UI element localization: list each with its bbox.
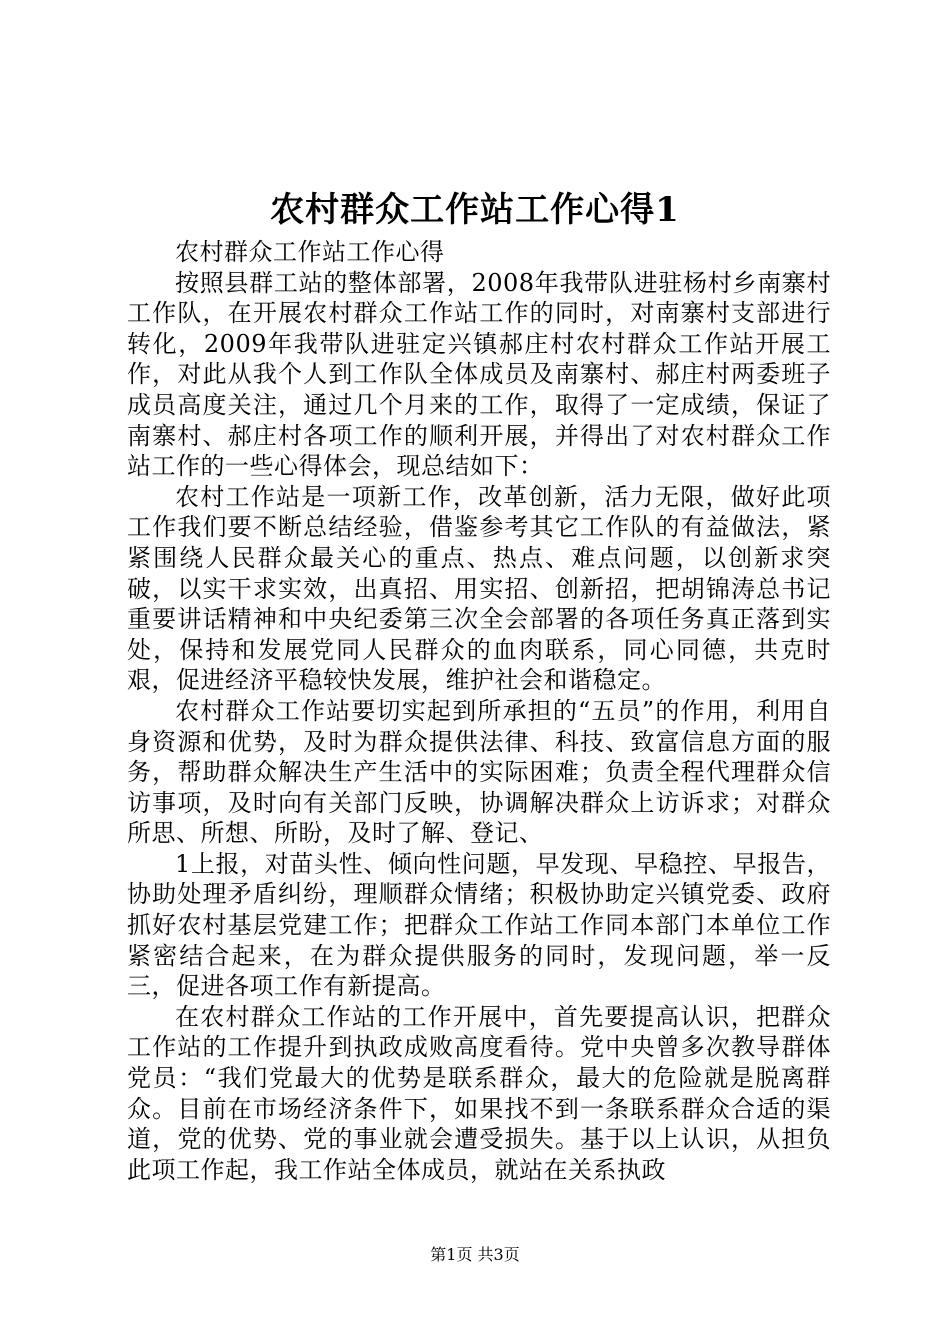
page-footer: 第1页 共3页 (430, 1245, 520, 1264)
paragraph: 1上报，对苗头性、倾向性问题，早发现、早稳控、早报告，协助处理矛盾纠纷，理顺群众情绪；积极协助定兴镇党委、政府抓好农村基层党建工作；把群众工作站工作同本部门本单位工作紧密结合起来，在为群众提供服务的同时，发现问题，举一反三，促进各项工作有新提高。 (127, 849, 831, 1001)
document-title: 农村群众工作站工作心得1 (270, 190, 680, 230)
paragraph: 在农村群众工作站的工作开展中，首先要提高认识，把群众工作站的工作提升到执政成败高度看待。党中央曾多次教导群体党员：“我们党最大的优势是联系群众，最大的危险就是脱离群众。目前在市场经济条件下，如果找不到一条联系群众合适的渠道，党的优势、党的事业就会遭受损失。基于以上认识，从担负此项工作起，我工作站全体成员，就站在关系执政 (127, 1002, 831, 1184)
paragraph: 农村工作站是一项新工作，改革创新，活力无限，做好此项工作我们要不断总结经验，借鉴参考其它工作队的有益做法，紧紧围绕人民群众最关心的重点、热点、难点问题，以创新求突破，以实干求实效，出真招、用实招、创新招，把胡锦涛总书记重要讲话精神和中央纪委第三次全会部署的各项任务真正落到实处，保持和发展党同人民群众的血肉联系，同心同德，共克时艰，促进经济平稳较快发展，维护社会和谐稳定。 (127, 482, 831, 695)
paragraph: 农村群众工作站要切实起到所承担的“五员”的作用，利用自身资源和优势，及时为群众提供法律、科技、致富信息方面的服务，帮助群众解决生产生活中的实际困难；负责全程代理群众信访事项，及时向有关部门反映，协调解决群众上访诉求；对群众所思、所想、所盼，及时了解、登记、 (127, 696, 831, 848)
paragraph: 按照县群工站的整体部署，2008年我带队进驻杨村乡南寨村工作队，在开展农村群众工作站工作的同时，对南寨村支部进行转化，2009年我带队进驻定兴镇郝庄村农村群众工作站开展工作，对此从我个人到工作队全体成员及南寨村、郝庄村两委班子成员高度关注，通过几个月来的工作，取得了一定成绩，保证了南寨村、郝庄村各项工作的顺利开展，并得出了对农村群众工作站工作的一些心得体会，现总结如下： (127, 268, 831, 481)
document-body (127, 237, 831, 1185)
paragraph-subtitle: 农村群众工作站工作心得 (175, 238, 445, 266)
